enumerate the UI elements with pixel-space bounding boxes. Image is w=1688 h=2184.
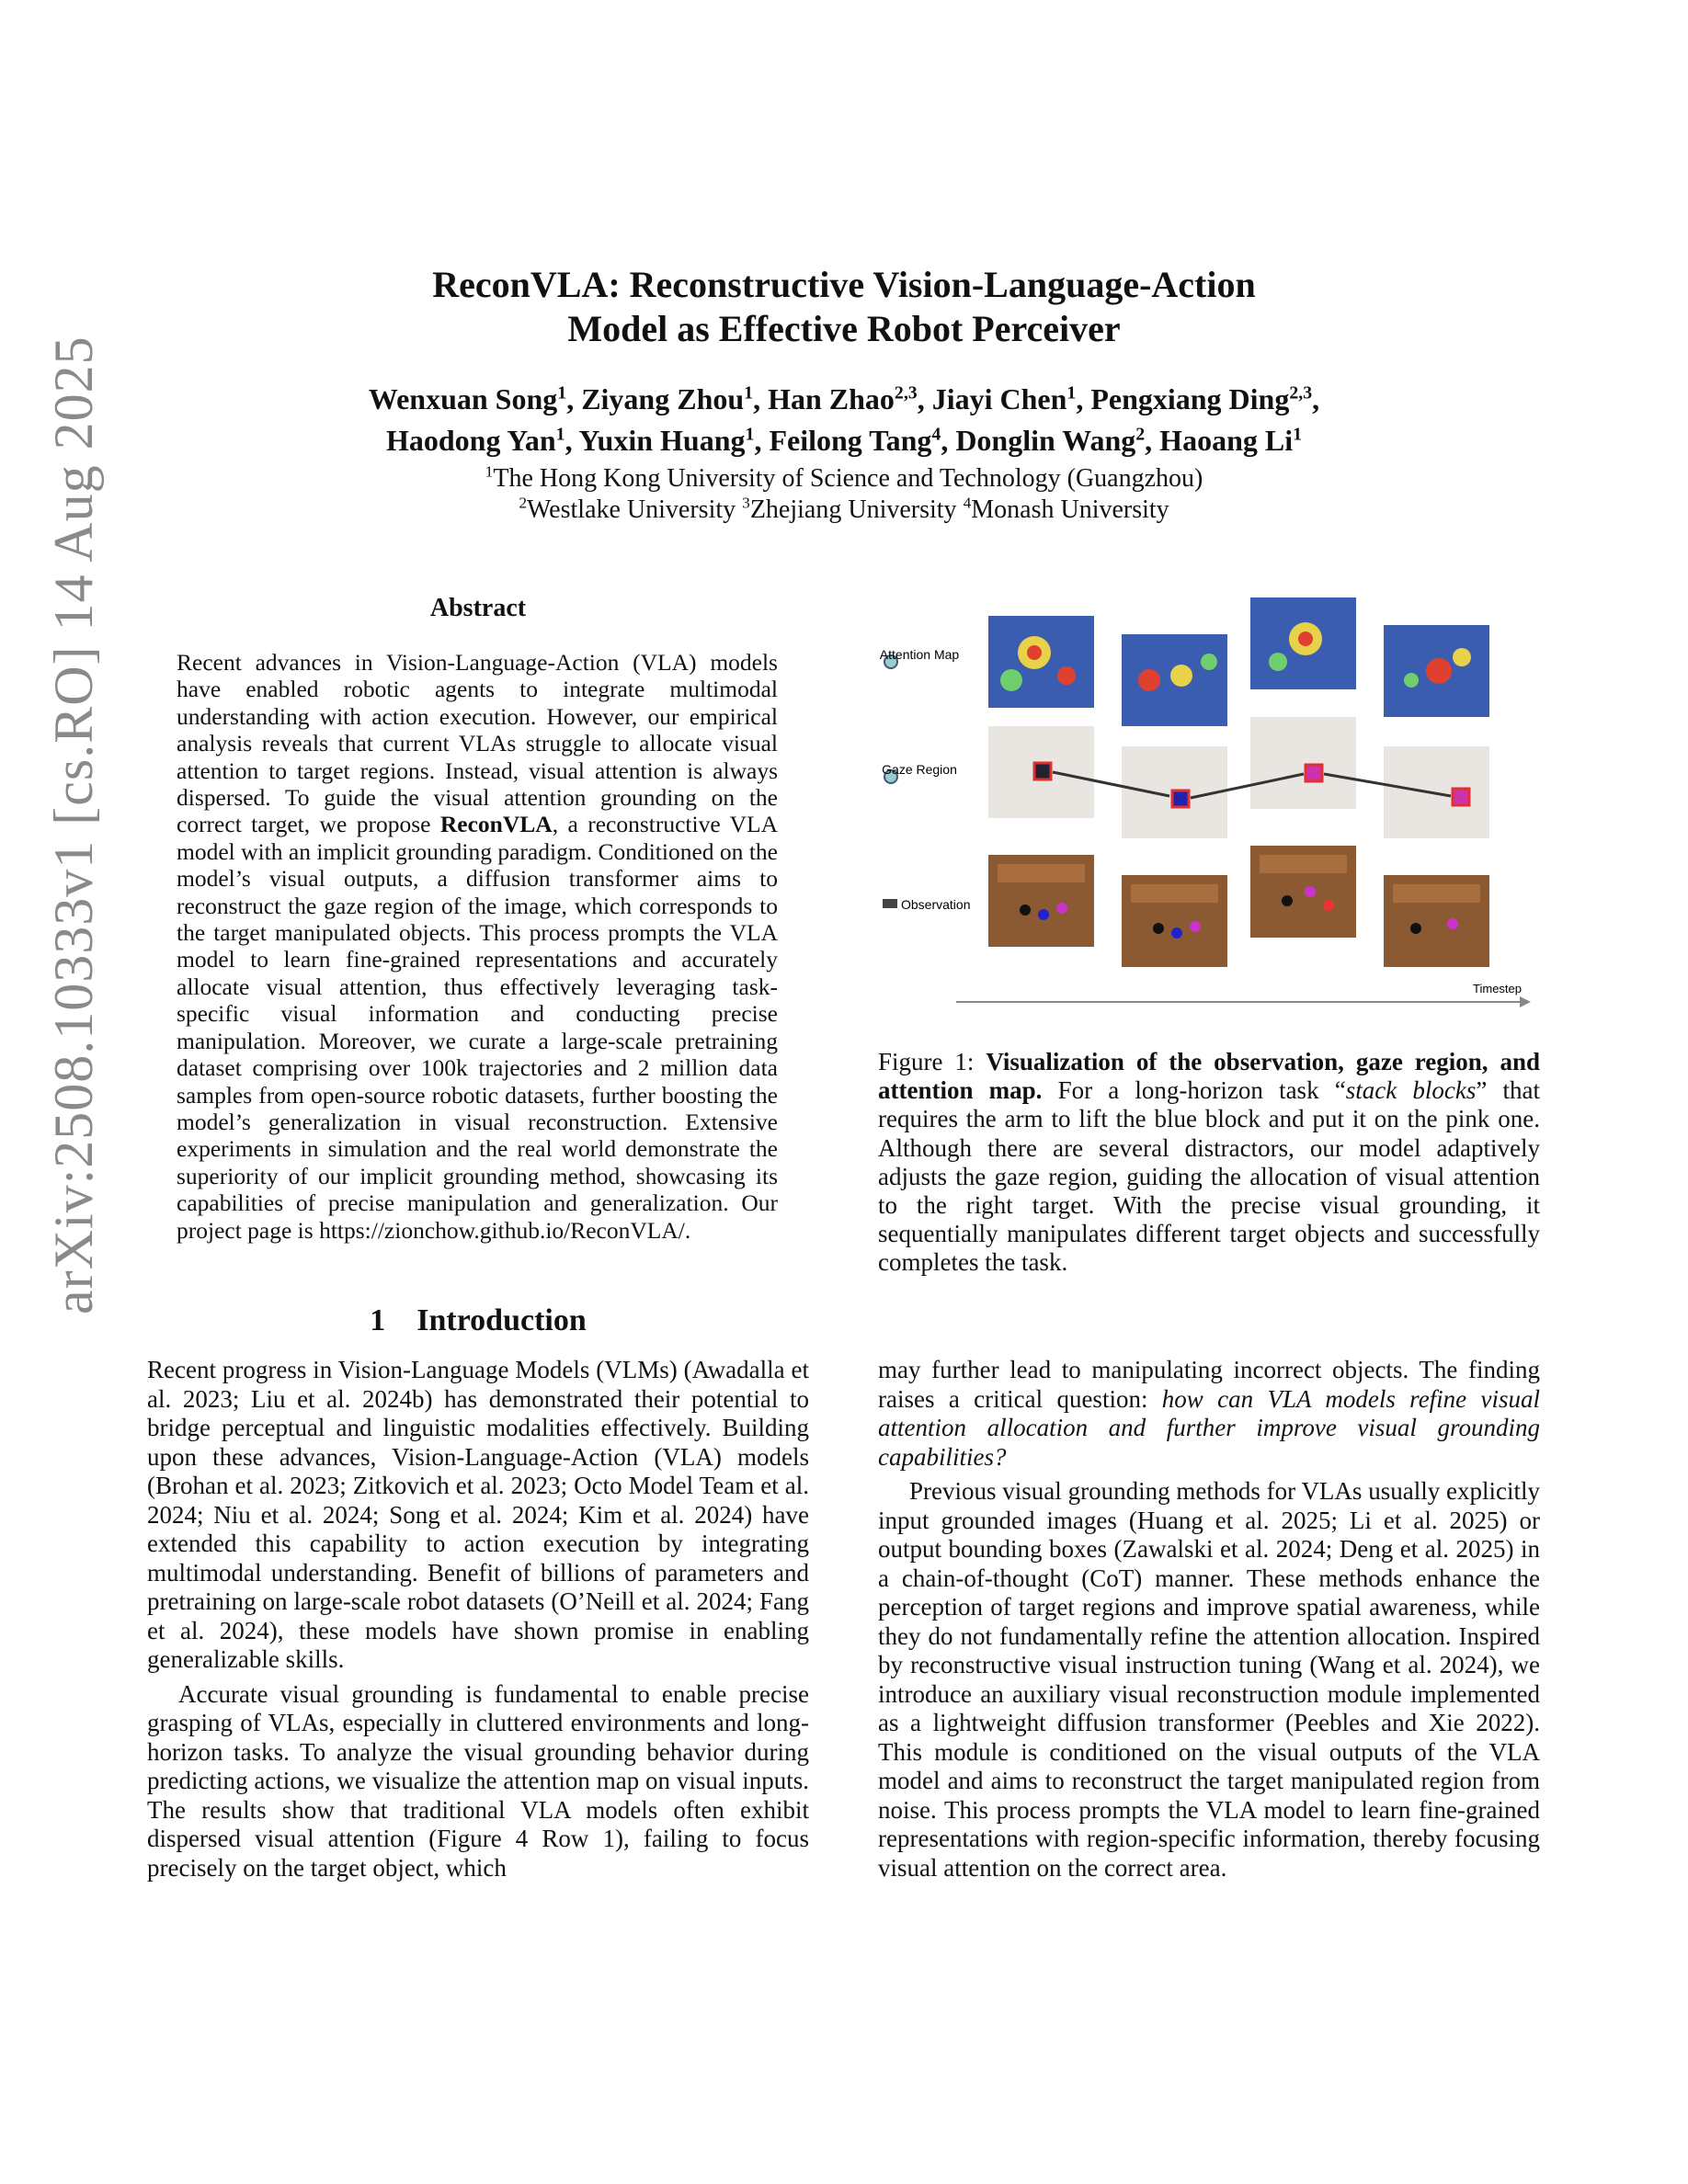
gaze-region-row: [988, 717, 1489, 838]
author-list: [0, 379, 1688, 461]
section-heading-introduction: 1 Introduction: [370, 1303, 587, 1337]
svg-text:Timestep: Timestep: [1473, 982, 1522, 995]
intro-paragraph-3: may further lead to manipulating incorrect objects. The finding raises a critical question: how can VLA models refine visual attention allocation and further improve visual grounding capabilities?: [878, 1356, 1541, 1471]
observation-row: [988, 846, 1489, 967]
intro-left-column: [147, 1356, 809, 1883]
intro-paragraph-4: Previous visual grounding methods for VLAs usually explicitly input grounded images (Huang et al. 2025; Li et al. 2025) or output bounding boxes (Zawalski et al. 2024; Deng et al. 2025) in a chain-of-thought (CoT) manner. These methods enhance the perception of target regions and improve spatial awareness, while they do not fundamentally refine the attention allocation. Inspired by reconstructive visual instruction tuning (Wang et al. 2024), we introduce an auxiliary visual reconstruction module implemented as a lightweight diffusion transformer (Peebles and Xie 2022). This module is conditioned on the visual outputs of the VLA model and aims to reconstruct the target manipulated region from noise. This process prompts the VLA model to learn fine-grained representations with region-specific information, thereby focusing visual attention on the correct area.: [878, 1477, 1540, 1882]
arxiv-stamp: arXiv:2508.10333v1 [cs.RO] 14 Aug 2025: [43, 336, 104, 1314]
author: Haoang Li$^1$: [1159, 424, 1303, 457]
paper-title: [0, 263, 1688, 351]
author: Ziyang Zhou$^1$: [581, 382, 754, 415]
affiliations: [0, 463, 1688, 526]
author: Haodong Yan$^1$: [385, 424, 565, 457]
intro-paragraph-2: Accurate visual grounding is fundamental to enable precise grasping of VLAs, especially in cluttered environments and long-horizon tasks. To analyze the visual grounding behavior during predicting actions, we visualize the attention map on visual inputs. The results show that traditional VLA models often exhibit dispersed visual attention (Figure 4 Row 1), failing to focus precisely on the target object, which: [147, 1679, 809, 1882]
affiliation-line-1: $^1$The Hong Kong University of Science and Technology (Guangzhou): [485, 462, 1203, 493]
abstract-body: Recent advances in Vision-Language-Action (VLA) models have enabled robotic agents to integrate multimodal understanding with action execution. However, our empirical analysis reveals that current VLAs struggle to allocate visual attention to target regions. Instead, visual attention is always dispersed. To guide the visual attention grounding on the correct target, we propose ReconVLA, a reconstructive VLA model with an implicit grounding paradigm. Conditioned on the model’s visual outputs, a diffusion transformer aims to reconstruct the gaze region of the image, which corresponds to the target manipulated objects. This process prompts the VLA model to learn fine-grained representations and accurately allocate visual attention, thus effectively leveraging task-specific visual information and conducting precise manipulation. Moreover, we curate a large-scale pretraining dataset comprising over 100k trajectories and 2 million data samples from open-source robotic datasets, further boosting the model’s generalization in visual reconstruction. Extensive experiments in simulation and the real world demonstrate the superiority of our implicit grounding method, showcasing its capabilities of precise manipulation and generalization. Our project page is https://zionchow.github.io/ReconVLA/.: [177, 649, 778, 1244]
author: Pengxiang Ding$^{2,3}$: [1090, 382, 1313, 415]
intro-right-column: [878, 1356, 1540, 1883]
attention-map-row: [988, 597, 1489, 726]
row-label-gaze: [882, 762, 957, 783]
abstract-heading: Abstract: [429, 594, 527, 622]
timestep-axis: [956, 982, 1531, 1007]
svg-text:Observation: Observation: [901, 897, 971, 912]
svg-text:Attention Map: Attention Map: [879, 647, 960, 662]
figure-1: [873, 588, 1540, 1020]
title-line-1: ReconVLA: Reconstructive Vision-Language-Action: [432, 264, 1256, 305]
author: Donglin Wang$^2$: [955, 424, 1146, 457]
author: Feilong Tang$^4$: [769, 424, 941, 457]
affiliation-line-2: $^2$Westlake University $^3$Zhejiang University $^4$Monash University: [519, 494, 1169, 524]
author-line-1: Wenxuan Song$^1$, Ziyang Zhou$^1$, Han Zhao$^{2,3}$, Jiayi Chen$^1$, Pengxiang Ding$^{2,3}$,: [368, 382, 1320, 415]
author-line-2: Haodong Yan$^1$, Yuxin Huang$^1$, Feilong Tang$^4$, Donglin Wang$^2$, Haoang Li$^1$: [385, 424, 1303, 457]
intro-paragraph-1: Recent progress in Vision-Language Models (VLMs) (Awadalla et al. 2023; Liu et al. 2024b) has demonstrated their potential to bridge perceptual and linguistic modalities effectively. Building upon these advances, Vision-Language-Action (VLA) models (Brohan et al. 2023; Zitkovich et al. 2023; Octo Model Team et al. 2024; Niu et al. 2024; Song et al. 2024; Kim et al. 2024) have extended this capability to action execution by integrating multimodal understanding. Benefit of billions of parameters and pretraining on large-scale robot datasets (O’Neill et al. 2024; Fang et al. 2024), these models have shown promise in enabling generalizable skills.: [147, 1356, 809, 1673]
author: Jiayi Chen$^1$: [931, 382, 1077, 415]
row-label-attention: [880, 647, 960, 668]
row-label-observation: [883, 897, 970, 912]
author: Yuxin Huang$^1$: [578, 424, 755, 457]
author: Wenxuan Song$^1$: [368, 382, 567, 415]
svg-text:Gaze Region: Gaze Region: [882, 762, 957, 777]
author: Han Zhao$^{2,3}$: [768, 382, 918, 415]
figure-1-caption: Figure 1: Visualization of the observation, gaze region, and attention map. For a long-horizon task “stack blocks” that requires the arm to lift the blue block and put it on the pink one. Although there are several distractors, our model adaptively adjusts the gaze region, guiding the allocation of visual attention to the right target. With the precise visual grounding, it sequentially manipulates different target objects and successfully completes the task.: [878, 1048, 1540, 1277]
figure-1-graphic: [873, 588, 1540, 1020]
title-line-2: Model as Effective Robot Perceiver: [567, 308, 1121, 349]
